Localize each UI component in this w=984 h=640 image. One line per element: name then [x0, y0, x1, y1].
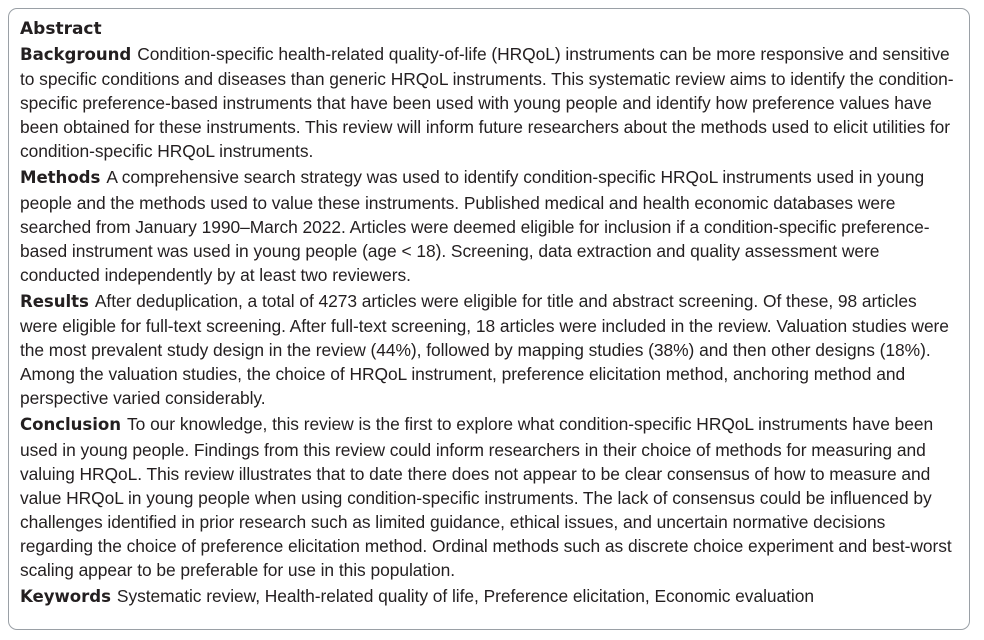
conclusion-label: Conclusion: [20, 415, 122, 435]
background-section: [20, 42, 958, 163]
abstract-title: Abstract: [20, 19, 102, 39]
results-section: [20, 289, 958, 410]
background-label: Background: [20, 45, 132, 64]
methods-text: A comprehensive search strategy was used to identify condition-specific HRQoL instruments used in young people and the methods used to value these instruments. Published medical and health economic databases were searched from January 1990–March 2022. Articles were deemed eligible for inclusion if a condition-specific preference-based instrument was used in young people (age < 18). Screening, data extraction and quality assessment were conducted independently by at least two reviewers.: [20, 167, 930, 285]
keywords-text: Systematic review, Health-related quality of life, Preference elicitation, Economic evaluation: [116, 586, 814, 607]
results-text: After deduplication, a total of 4273 articles were eligible for title and abstract screening. Of these, 98 articles were eligible for full-text screening. After full-text screening, 18 articles were included in the review. Valuation studies were the most prevalent study design in the review (44%), followed by mapping studies (38%) and then other designs (18%). Among the valuation studies, the choice of HRQoL instrument, preference elicitation method, anchoring method and perspective varied considerably.: [20, 290, 949, 409]
abstract-box: [8, 8, 970, 630]
keywords-section: [20, 584, 958, 609]
results-label: Results: [20, 291, 89, 311]
methods-label: Methods: [20, 168, 101, 188]
background-text: Condition-specific health-related quality-of-life (HRQoL) instruments can be more responsive and sensitive to specific conditions and diseases than generic HRQoL instruments. This systematic review aims to identify the condition-specific preference-based instruments that have been used with young people and identify how preference values have been obtained for these instruments. This review will inform future researchers about the methods used to elicit utilities for condition-specific HRQoL instruments.: [20, 44, 954, 162]
methods-section: [20, 165, 958, 286]
conclusion-section: [20, 412, 958, 582]
keywords-label: Keywords: [20, 587, 111, 607]
conclusion-text: To our knowledge, this review is the first to explore what condition-specific HRQoL instruments have been used in young people. Findings from this review could inform researchers in their choice of methods for measuring and valuing HRQoL. This review illustrates that to date there does not appear to be clear consensus of how to measure and value HRQoL in young people when using condition-specific instruments. The lack of consensus could be influenced by challenges identified in prior research such as limited guidance, ethical issues, and uncertain normative decisions regarding the choice of preference elicitation method. Ordinal methods such as discrete choice experiment and best-worst scaling appear to be preferable for use in this population.: [20, 414, 952, 580]
